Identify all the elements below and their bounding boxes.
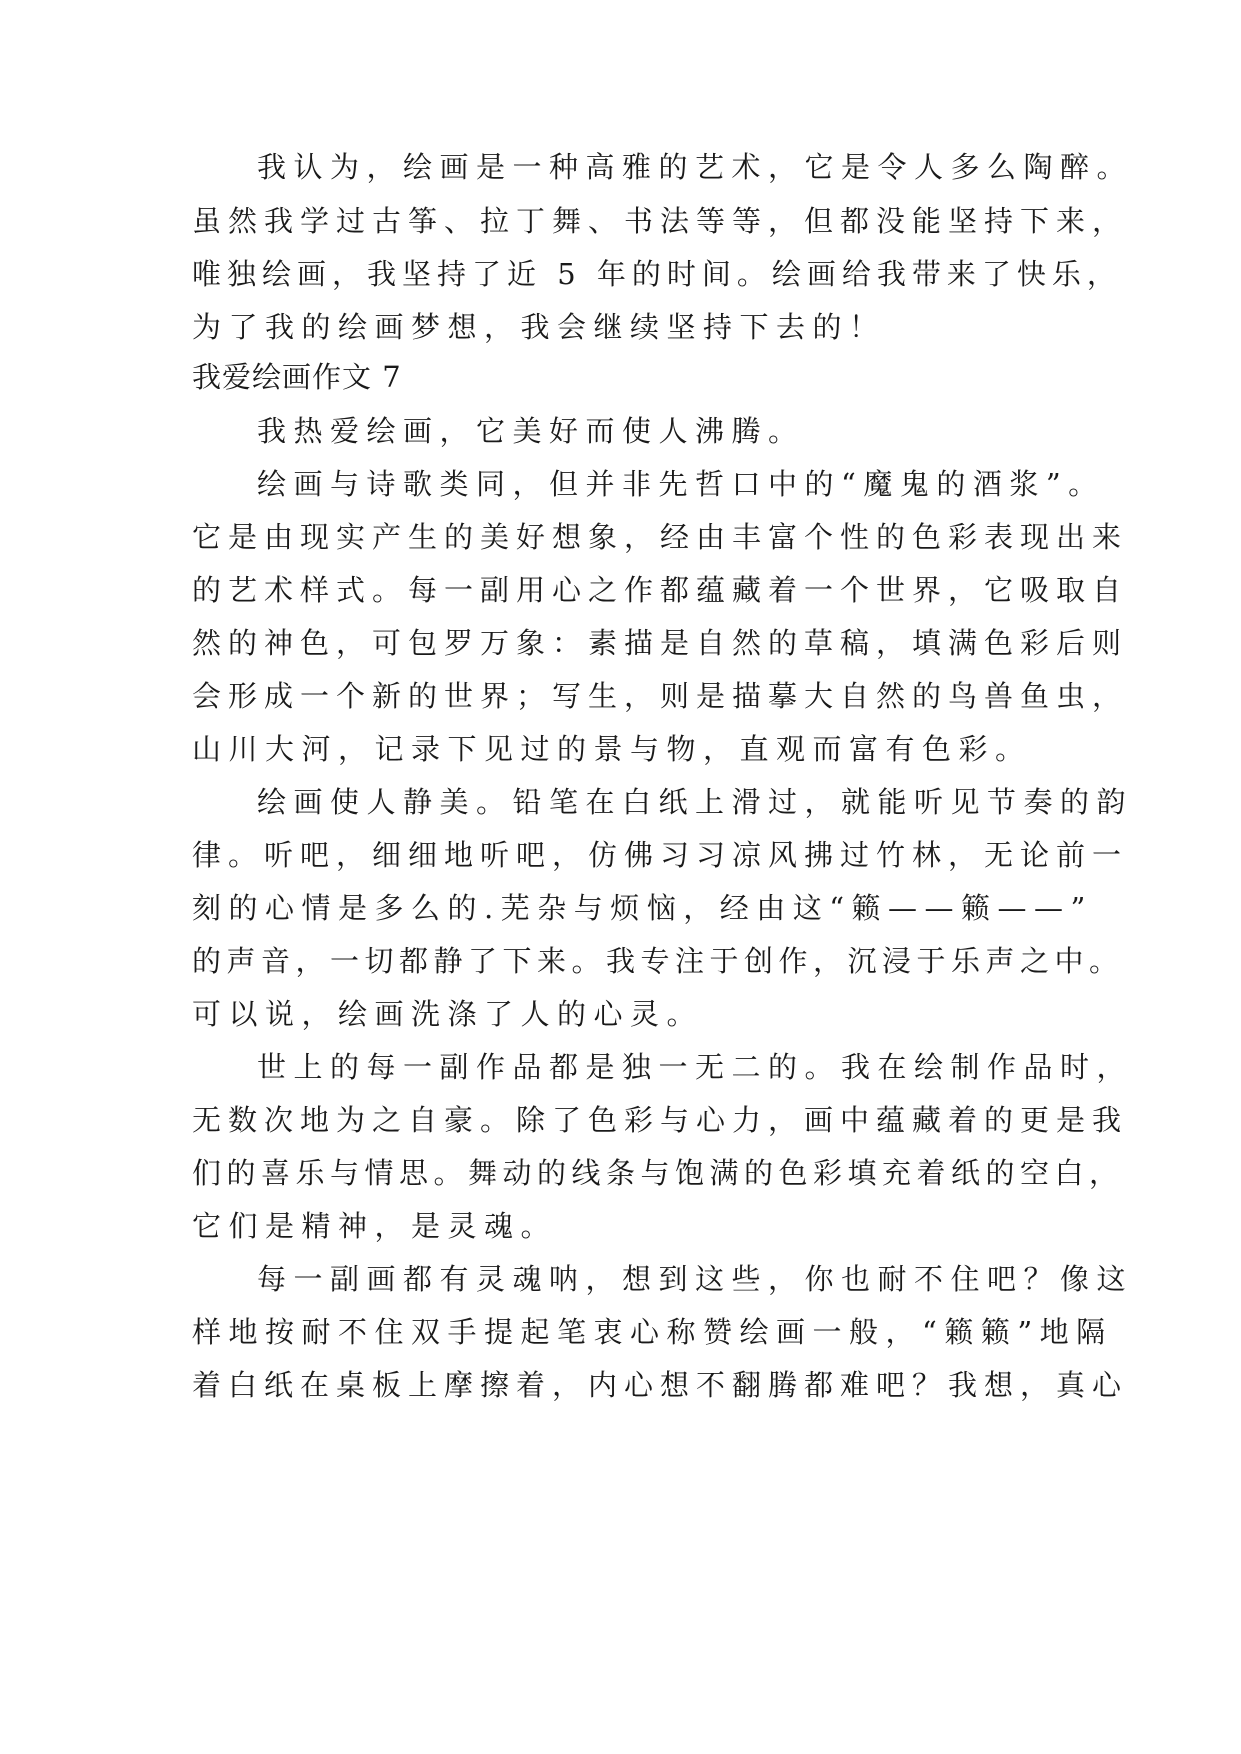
paragraph-line: 我热爱绘画，它美好而使人沸腾。 [257, 414, 805, 448]
paragraph-line: 它是由现实产生的美好想象，经由丰富个性的色彩表现出来 [192, 520, 1129, 554]
paragraph-line: 的艺术样式。每一副用心之作都蕴藏着一个世界，它吸取自 [192, 573, 1129, 607]
paragraph-line: 然的神色，可包罗万象：素描是自然的草稿，填满色彩后则 [192, 626, 1129, 660]
paragraph-line: 它们是精神，是灵魂。 [192, 1209, 558, 1243]
paragraph-line: 刻的心情是多么的.芜杂与烦恼，经由这“籁——籁——” [192, 891, 1093, 925]
paragraph-line: 着白纸在桌板上摩擦着，内心想不翻腾都难吧？我想，真心 [192, 1368, 1129, 1402]
paragraph-line: 唯独绘画，我坚持了近 5 年的时间。绘画给我带来了快乐， [192, 257, 1122, 291]
paragraph-line: 可以说，绘画洗涤了人的心灵。 [192, 997, 704, 1031]
paragraph-line: 为了我的绘画梦想，我会继续坚持下去的！ [192, 310, 886, 344]
paragraph-line: 无数次地为之自豪。除了色彩与心力，画中蕴藏着的更是我 [192, 1103, 1129, 1137]
section-heading: 我爱绘画作文 7 [192, 360, 402, 394]
paragraph-line: 每一副画都有灵魂呐，想到这些，你也耐不住吧？像这 [257, 1262, 1134, 1296]
paragraph-line: 律。听吧，细细地听吧，仿佛习习凉风拂过竹林，无论前一 [192, 838, 1129, 872]
paragraph-line: 绘画使人静美。铅笔在白纸上滑过，就能听见节奏的韵 [257, 785, 1134, 819]
paragraph-line: 世上的每一副作品都是独一无二的。我在绘制作品时， [257, 1050, 1134, 1084]
paragraph-line: 绘画与诗歌类同，但并非先哲口中的“魔鬼的酒浆”。 [257, 467, 1105, 501]
paragraph-line: 我认为，绘画是一种高雅的艺术，它是令人多么陶醉。 [257, 150, 1134, 184]
paragraph-line: 山川大河，记录下见过的景与物，直观而富有色彩。 [192, 732, 1032, 766]
paragraph-line: 们的喜乐与情思。舞动的线条与饱满的色彩填充着纸的空白， [192, 1156, 1124, 1190]
paragraph-line: 会形成一个新的世界；写生，则是描摹大自然的鸟兽鱼虫， [192, 679, 1129, 713]
paragraph-line: 虽然我学过古筝、拉丁舞、书法等等，但都没能坚持下来， [192, 204, 1129, 238]
paragraph-line: 的声音，一切都静了下来。我专注于创作，沉浸于乐声之中。 [192, 944, 1124, 978]
paragraph-line: 样地按耐不住双手提起笔衷心称赞绘画一般，“籁籁”地隔 [192, 1315, 1113, 1349]
